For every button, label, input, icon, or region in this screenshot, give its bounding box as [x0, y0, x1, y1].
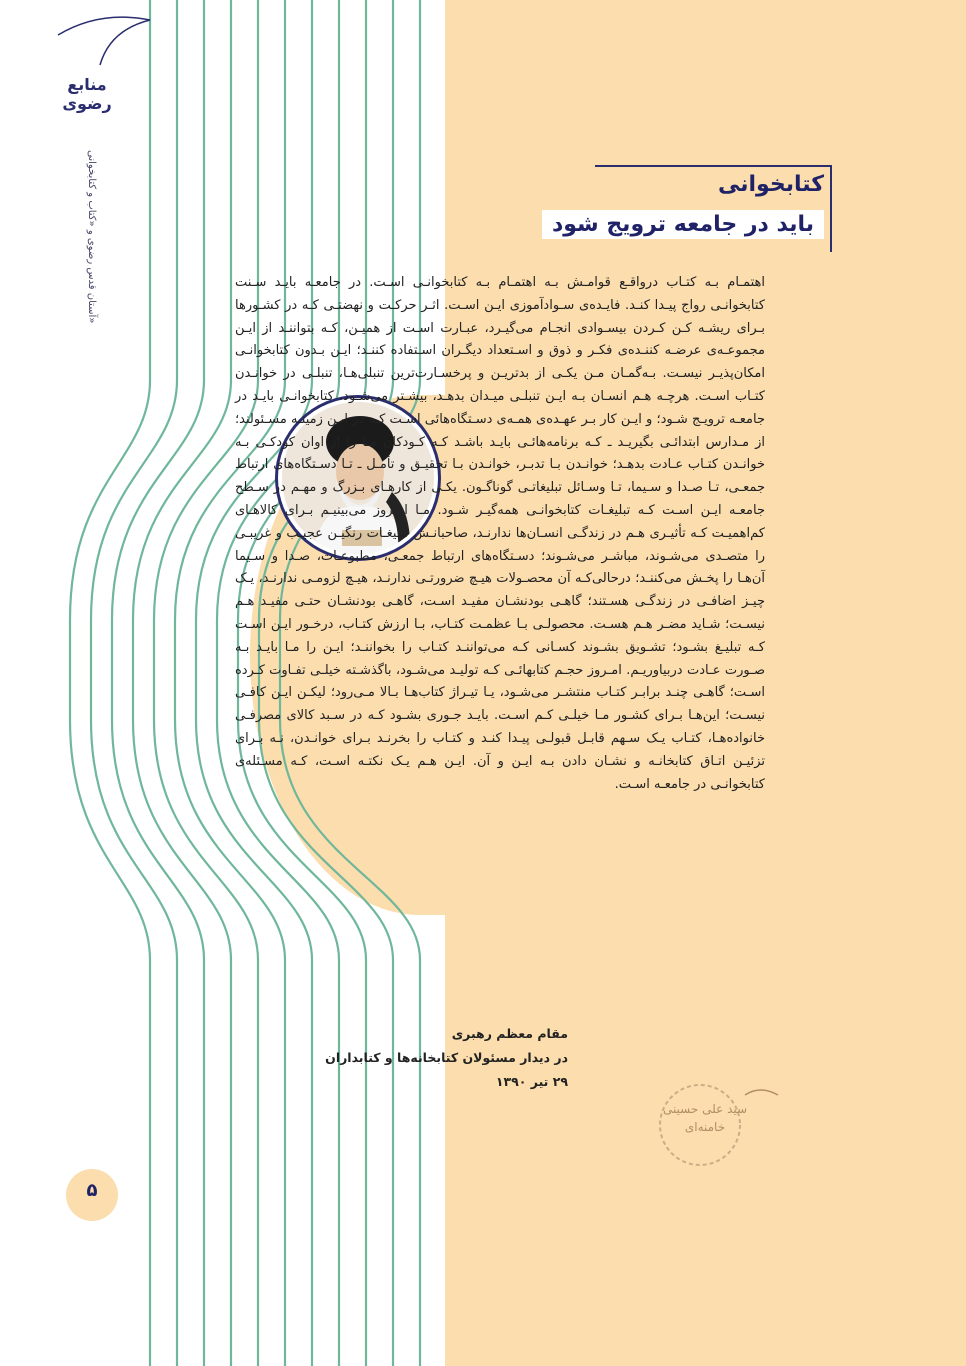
- side-caption: آستان قدس رضوی و «کتاب و کتابخوانی»: [86, 150, 97, 324]
- signature-author: مقام معظم رهبری: [451, 1026, 568, 1041]
- article-body: اهتمـام بـه کتـاب درواقـع قوامـش بـه اهتمـام بـه کتابخوانـی اسـت. در جامعـه بایـد سـنت کتابخوانـی رواج پیـدا کنـد. فایـده‌ی سـوادآموزی ایـن اسـت. اثـر حرکـت و نهضتـی کـه در کشـورها بـرای ریشـه کـن کـردن بیسـوادی انجـام می‌گیـرد، عبـارت اسـت از همیـن، کـه بتواننـد از ایـن مجموعـه‌ی عرضـه کننـده‌ی فکـر و ذوق و اسـتعداد دیگـران اسـتفاده کننـد؛ ایـن بـدون کتابخوانـی امکان‌پذیـر نیسـت. بـه‌گمـان مـن یکـی از بدتریـن و پرخسـارت‌ترین تنبلی‌هـا، تنبلـی در خوانـدن کتـاب اسـت. هرچـه هـم انسـان بـه ایـن تنبلـی میـدان بدهـد، بیشـتر می‌شـود. کتابخوانـی بایـد در جامعـه ترویـج شـود؛ و ایـن کار بـر عهـده‌ی همـه‌ی دسـتگاه‌هائی اسـت کـه در ایـن زمینـه مسـئولند؛ از مـدارس ابتدائـی بگیریـد ـ کـه برنامه‌هائـی بایـد باشـد کـه کـودکان مـا را از اوان کودکـی بـه خوانـدن کتـاب عـادت بدهـد؛ خوانـدن بـا تدبـر، خوانـدن بـا تحقیـق و تأمـل ـ تـا دسـتگاه‌های ارتباط جمعـی، تـا صـدا و سـیما، تـا وسـائل تبلیغاتـی گوناگـون. یکـی از کارهـای بـزرگ و مهـم در سـطح جامعـه ایـن اسـت کـه تبلیغـات کتابخوانـی همه‌گیـر شـود. مـا امـروز می‌بینیـم بـرای کالاهـای کم‌اهمیـت کـه تأثیـری هـم در زندگـی انسـان‌ها ندارنـد، صاحبانـش تبلیغـات رنگیـن عجیـب و غریبـی را متصـدی می‌شـوند، مباشـر می‌شـوند؛ دسـتگاه‌های ارتباط جمعـی، مطبوعـات، صـدا و سـیما آن‌هـا را پخـش می‌کننـد؛ درحالی‌کـه آن محصـولات هیـچ ضرورتـی ندارنـد، هیـچ لزومـی ندارنـد، یـک چیـز اضافـی در زندگـی هسـتند؛ گاهـی بودنشـان مفیـد اسـت، گاهـی بودنشـان حتـی مفیـد هـم نیسـت؛ شـاید مضـر هـم هسـت. محصولـی بـا عظمـت کتـاب، بـا ارزش کتـاب، درخـور ایـن اسـت کـه تبلیـغ بشـود؛ تشـویق بشـوند کسـانی کـه می‌تواننـد کتـاب را بخواننـد؛ ایـن را مـا بایـد بـه صـورت عـادت دربیاوریـم. امـروز حجـم کتابهائـی کـه تولیـد می‌شـود، باگذشـته خیلـی تفـاوت کـرده اسـت؛ گاهـی چنـد برابـر کتـاب منتشـر می‌شـود، یـا تیـراژ کتاب‌هـا بـالا مـی‌رود؛ لیکـن ایـن کافـی نیسـت؛ این‌هـا بـرای کشـور مـا خیلـی کـم اسـت. بایـد جـوری بشـود کـه در سـبد کالای مصرفـی خانواده‌هـا، کتـاب یـک سـهم قابـل قبولـی پیـدا کنـد و کتـاب را بخرنـد بـرای خوانـدن، نـه بـرای تزئیـن اتـاق کتابخانـه و نشـان دادن بـه ایـن و آن. ایـن هـم یـک نکتـه اسـت، کـه مسـئله‌ی کتابخوانـی در جامعـه اسـت.: [235, 275, 765, 792]
- signature-occasion: در دیدار مسئولان کتابخانه‌ها و کتابداران: [325, 1050, 568, 1065]
- signature-date: ۲۹ تیر ۱۳۹۰: [495, 1074, 568, 1089]
- page-subtitle: باید در جامعه ترویج شود: [542, 210, 824, 239]
- stripe-line: [112, 0, 204, 1366]
- page-number: ۵: [86, 1180, 98, 1201]
- seal-stamp: سید علی حسینی خامنه‌ای: [662, 1102, 748, 1134]
- signature-block: [325, 1022, 568, 1094]
- page-title: کتابخوانی: [717, 172, 824, 197]
- logo: منابع رضوی: [62, 75, 112, 113]
- stripe-line: [70, 0, 150, 1366]
